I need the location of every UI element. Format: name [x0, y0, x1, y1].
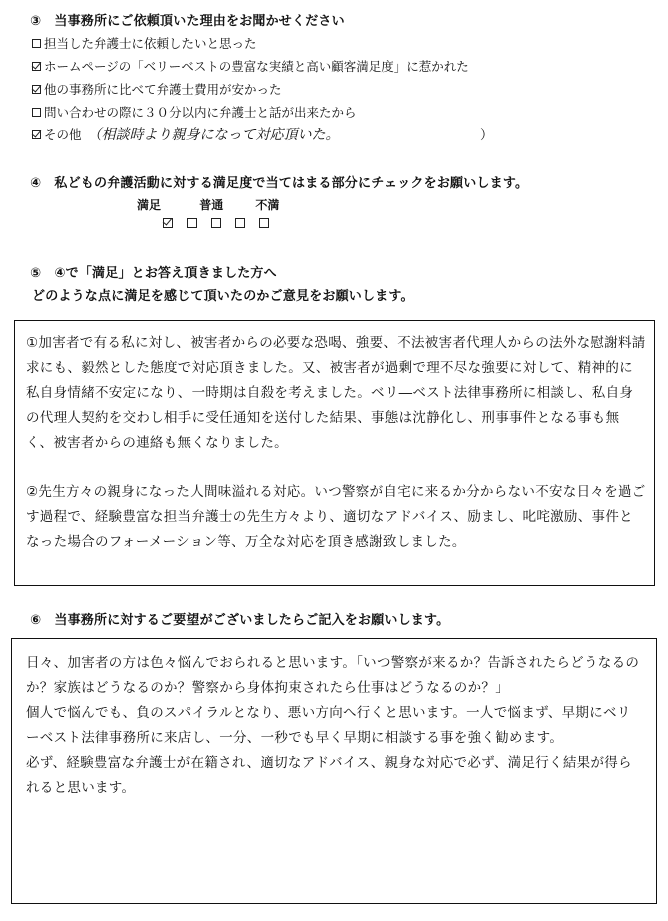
satisfaction-scale-labels: [137, 196, 279, 213]
scale-checkbox-4[interactable]: [235, 218, 245, 228]
scale-checkbox-3[interactable]: [211, 218, 221, 228]
scale-checkbox-5[interactable]: [259, 218, 269, 228]
q6-answer-box: [11, 638, 657, 904]
checkbox-checked[interactable]: [32, 85, 41, 94]
satisfaction-scale: [163, 218, 269, 228]
q6-answer-paragraph-3: 必ず、経験豊富な弁護士が在籍され、適切なアドバイス、親身な対応で必ず、満足行く結果が得られると思います。: [26, 755, 632, 796]
q6-title: ⑥ 当事務所に対するご要望がございましたらご記入をお願いします。: [30, 613, 450, 628]
option-label: 問い合わせの際に３０分以内に弁護士と話が出来たから: [44, 105, 357, 120]
q5-answer-paragraph-2: ②先生方々の親身になった人間味溢れる対応。いつ警察が自宅に来るか分からない不安な日々を過ごす過程で、経験豊富な担当弁護士の先生方々より、適切なアドバイス、励まし、叱咤激励、事件となった場合のフォーメーション等、万全な対応を頂き感謝致しました。: [26, 484, 646, 550]
option-label: ホームページの「ベリーベストの豊富な実績と高い顧客満足度」に惹かれた: [44, 59, 469, 74]
option-label: 他の事務所に比べて弁護士費用が安かった: [44, 82, 282, 97]
q4-title: ④ 私どもの弁護活動に対する満足度で当てはまる部分にチェックをお願いします。: [30, 176, 529, 191]
q6-answer-paragraph-2: 個人で悩んでも、負のスパイラルとなり、悪い方向へ行くと思います。一人で悩まず、早期にベリーベスト法律事務所に来店し、一分、一秒でも早く早期に相談する事を強く勧めます。: [26, 705, 631, 746]
scale-checkbox-1[interactable]: [163, 218, 173, 228]
q3-option-1[interactable]: [32, 34, 257, 52]
scale-label-dissatisfied: 不満: [255, 198, 280, 212]
q3-option-4[interactable]: [32, 103, 357, 121]
q6-answer-paragraph-1: 日々、加害者の方は色々悩んでおられると思います。「いつ警察が来るか？告訴されたらどうなるのか？家族はどうなるのか？警察から身体拘束されたら仕事はどうなるのか？」: [26, 655, 640, 696]
q5-answer-box: [14, 320, 655, 586]
q5-subtitle: どのような点に満足を感じて頂いたのかご意見をお願いします。: [32, 289, 414, 304]
q5-answer-paragraph-1: ①加害者で有る私に対し、被害者からの必要な恐喝、強要、不法被害者代理人からの法外な慰謝料請求にも、毅然とした態度で対応頂きました。又、被害者が過剰で理不尽な強要に対して、精神的に私自身情緒不安定になり、一時期は自殺を考えました。ベリ―ベスト法律事務所に相談し、私自身の代理人契約を交わし相手に受任通知を送付した結果、事態は沈静化し、刑事事件となる事も無く、被害者からの連絡も無くなりました。: [26, 335, 646, 451]
other-handwritten-text: （相談時より親身になって対応頂いた。: [87, 127, 340, 143]
q3-option-2[interactable]: [32, 57, 469, 75]
checkbox[interactable]: [32, 108, 41, 117]
option-label: その他: [44, 127, 82, 142]
q5-title: ⑤ ④で「満足」とお答え頂きました方へ: [30, 266, 277, 281]
q3-option-3[interactable]: [32, 80, 282, 98]
q3-title: ③ 当事務所にご依頼頂いた理由をお聞かせください: [30, 14, 345, 29]
other-close-paren: ）: [480, 128, 494, 143]
scale-label-satisfied: 満足: [137, 198, 162, 212]
scale-checkbox-2[interactable]: [187, 218, 197, 228]
q5-answer-text: [26, 331, 646, 555]
checkbox-checked[interactable]: [32, 62, 41, 71]
q3-option-other[interactable]: [32, 124, 340, 144]
scale-label-normal: 普通: [199, 198, 224, 212]
checkbox[interactable]: [32, 39, 41, 48]
option-label: 担当した弁護士に依頼したいと思った: [44, 36, 257, 51]
checkbox-checked[interactable]: [32, 130, 41, 139]
q6-answer-text: [26, 651, 644, 801]
